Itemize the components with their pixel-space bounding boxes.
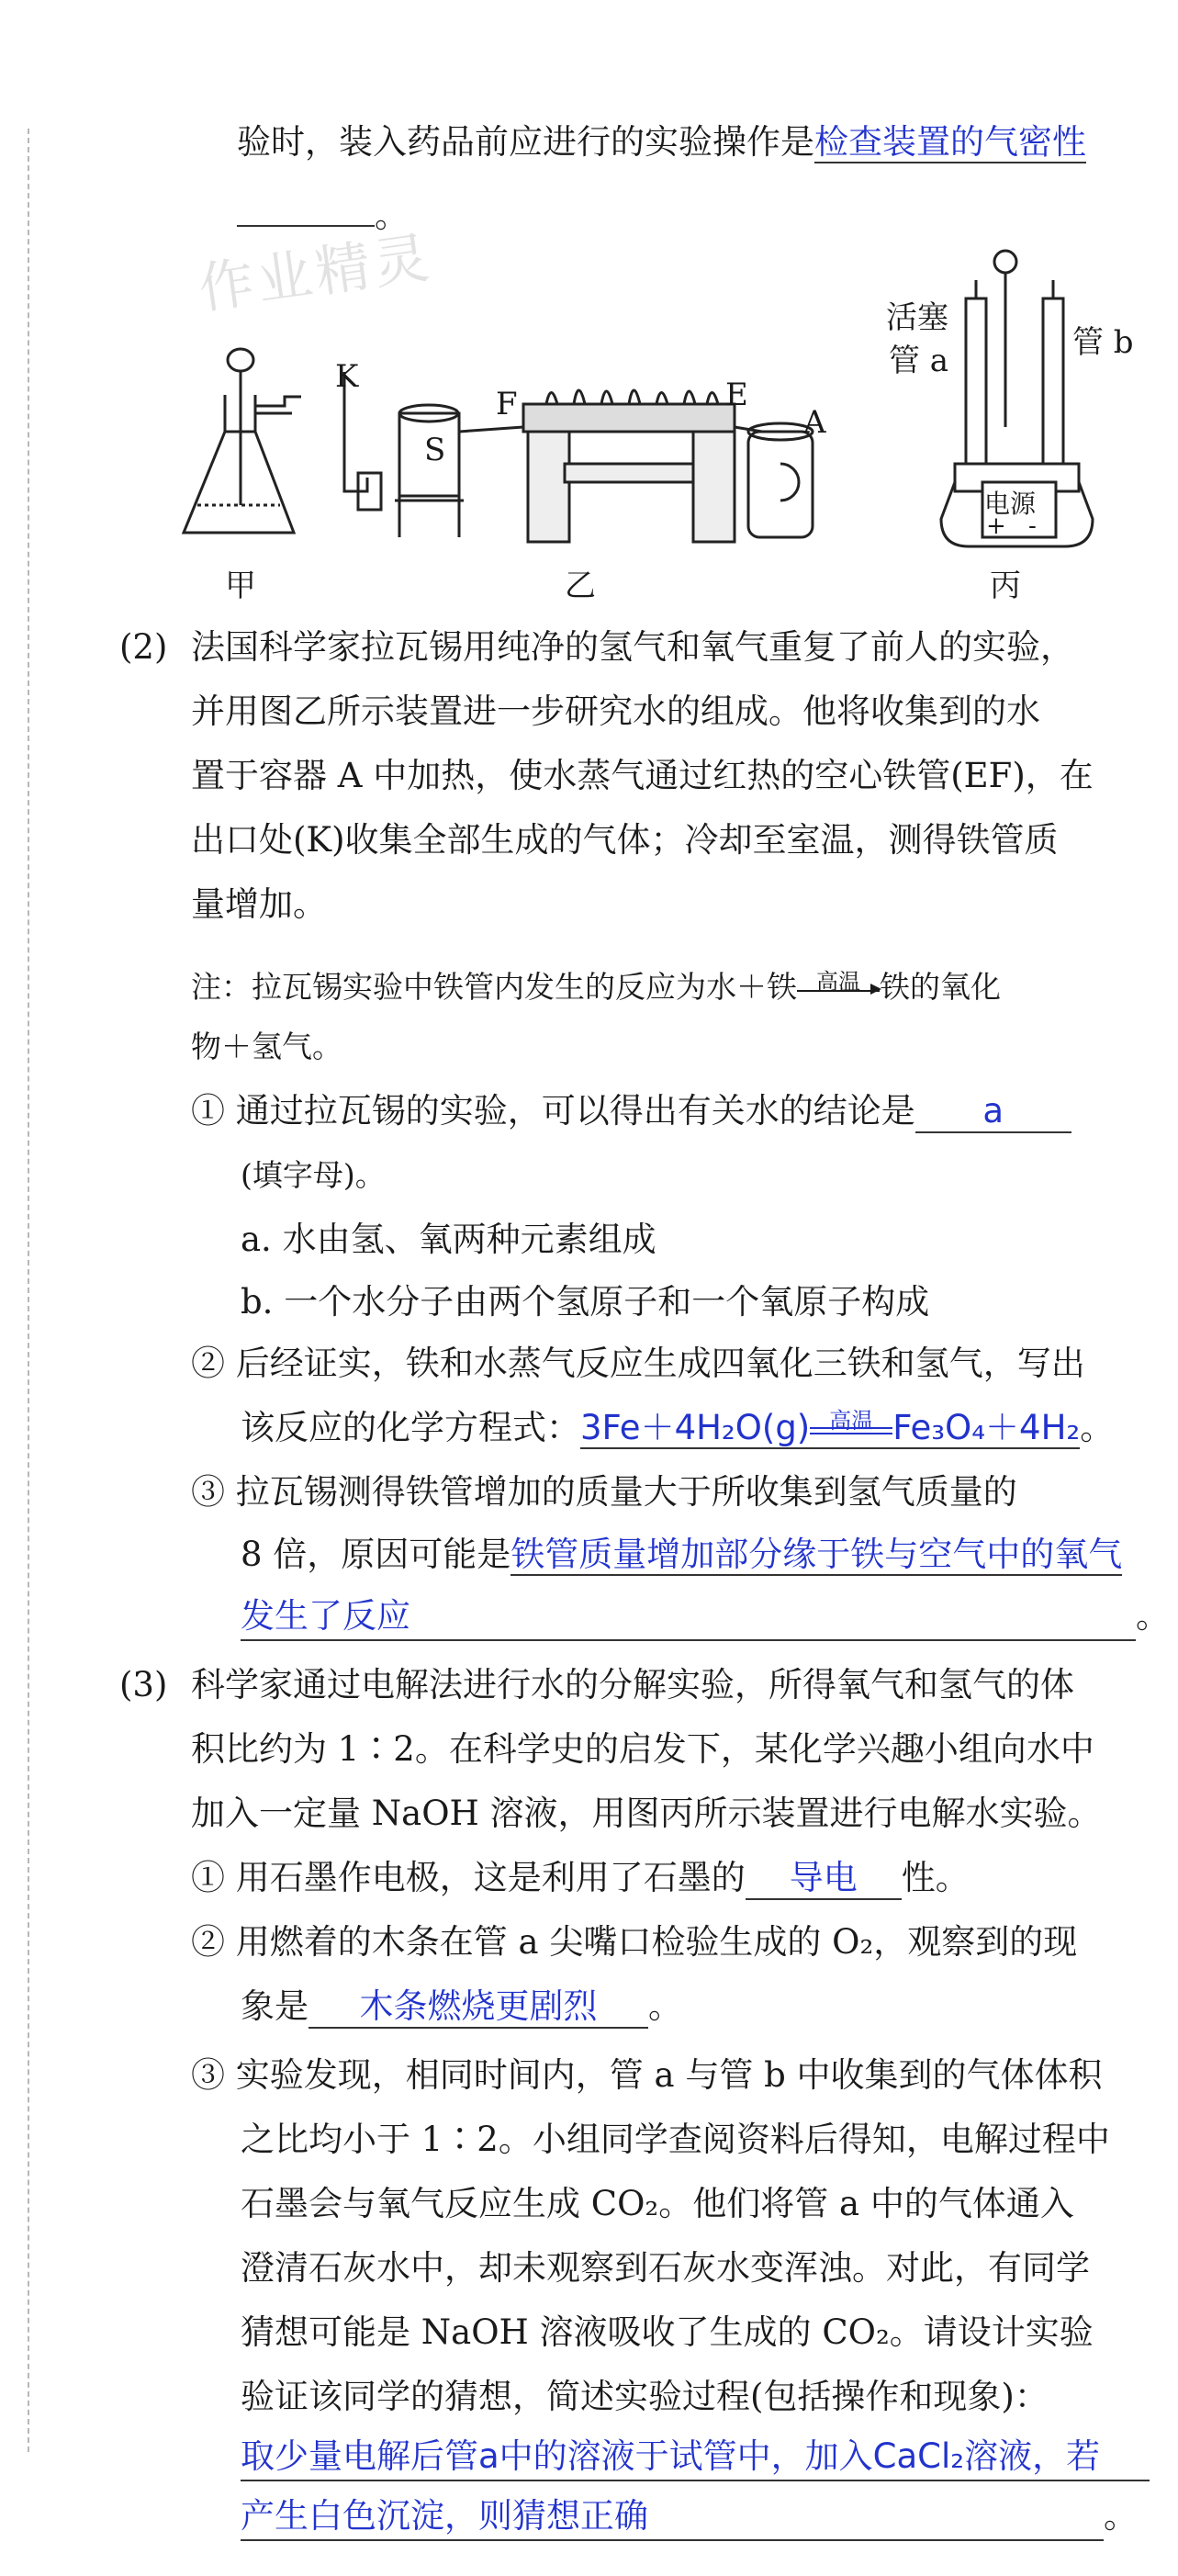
q2-line-1: 法国科学家拉瓦锡用纯净的氢气和氧气重复了前人的实验， — [191, 627, 1074, 667]
answer-experiment-line-1: 取少量电解后管a中的溶液于试管中，加入CaCl₂溶液，若 — [241, 2434, 1150, 2481]
figure-yi-caption: 乙 — [565, 568, 596, 604]
sub-text: 通过拉瓦锡的实验，可以得出有关水的结论是 — [235, 1091, 915, 1131]
equation-right: Fe₃O₄＋4H₂ — [892, 1408, 1081, 1447]
figure-bing-caption: 丙 — [990, 568, 1021, 604]
q3-sub3-line-4: 澄清石灰水中，却未观察到石灰水变浑浊。对此，有同学 — [241, 2248, 1090, 2288]
sub-number: ① — [191, 1858, 225, 1897]
label-stopcock: 活塞 — [886, 299, 948, 336]
q2-line-2: 并用图乙所示装置进一步研究水的组成。他将收集到的水 — [191, 692, 1040, 731]
sub-number: ① — [191, 1091, 225, 1131]
figure-jia-caption: 甲 — [225, 568, 256, 604]
q3-sub3-line-2: 之比均小于 1∶2。小组同学查阅资料后得知，电解过程中 — [241, 2120, 1110, 2159]
sub-text: 用石墨作电极，这是利用了石墨的 — [235, 1858, 746, 1897]
q2-note-line-2: 物＋氢气。 — [191, 1029, 342, 1064]
option-a: a. 水由氢、氧两种元素组成 — [241, 1220, 656, 1259]
intro-line-2 — [237, 193, 409, 239]
q3-sub1 — [191, 1855, 970, 1901]
q2-number: (2) — [119, 627, 168, 667]
equation-condition — [810, 1407, 892, 1438]
q2-sub3-line-1 — [191, 1469, 1017, 1515]
sub-number: ③ — [191, 2055, 225, 2095]
q3-sub3-answer-line-1 — [241, 2434, 1150, 2481]
period: 。 — [1080, 1408, 1115, 1447]
label-a: A — [803, 404, 826, 441]
period: 。 — [648, 1986, 682, 2026]
q2-sub3-line-2 — [241, 1532, 1122, 1578]
q3-line-3: 加入一定量 NaOH 溶液，用图丙所示装置进行电解水实验。 — [191, 1794, 1102, 1833]
period: 。 — [375, 196, 409, 235]
answer-phenomenon: 木条燃烧更剧烈 — [309, 1986, 648, 2029]
label-e: E — [725, 377, 748, 413]
label-k: K — [335, 358, 359, 395]
sub-number: ② — [191, 1344, 225, 1383]
note-text-end: 铁的氧化 — [880, 969, 1001, 1005]
q3-sub2-line-1 — [191, 1919, 1077, 1965]
sub-text: 8 倍，原因可能是 — [241, 1535, 511, 1574]
equation-left: 3Fe＋4H₂O(g) — [580, 1408, 811, 1447]
equation-condition-text: 高温 — [829, 1407, 874, 1434]
figure-jia-flask — [174, 340, 303, 551]
watermark: 作业精灵 — [195, 225, 437, 322]
sub-text: 用燃着的木条在管 a 尖嘴口检验生成的 O₂，观察到的现 — [235, 1922, 1078, 1962]
label-f: F — [496, 386, 518, 422]
sub-number: ② — [191, 1922, 225, 1962]
q2-line-5: 量增加。 — [191, 884, 327, 924]
answer-reason-line-2: 发生了反应 — [241, 1593, 1136, 1641]
note-text: 注：拉瓦锡实验中铁管内发生的反应为水＋铁 — [191, 969, 797, 1005]
binding-margin-line — [28, 129, 29, 2452]
sub-number: ③ — [191, 1472, 225, 1512]
q2-line-4: 出口处(K)收集全部生成的气体；冷却至室温，测得铁管质 — [191, 820, 1059, 860]
q2-sub2-line-2 — [241, 1405, 1114, 1451]
label-tube-b: 管 b — [1072, 324, 1134, 361]
q3-sub3-answer-line-2 — [241, 2493, 1138, 2541]
label-s: S — [424, 432, 446, 468]
arrow-condition: 高温 — [816, 969, 860, 995]
q3-sub3-line-3: 石墨会与氧气反应生成 CO₂。他们将管 a 中的气体通入 — [241, 2184, 1074, 2223]
q3-line-1: 科学家通过电解法进行水的分解实验，所得氧气和氢气的体 — [191, 1665, 1074, 1704]
answer-blank-continued — [237, 225, 375, 227]
sub-text-end: 性。 — [901, 1858, 970, 1897]
q2-sub3-line-3 — [241, 1593, 1170, 1641]
q3-sub3-line-5: 猜想可能是 NaOH 溶液吸收了生成的 CO₂。请设计实验 — [241, 2312, 1094, 2352]
q2-sub1-line-2: (填字母)。 — [241, 1157, 386, 1193]
option-b: b. 一个水分子由两个氢原子和一个氧原子构成 — [241, 1282, 930, 1322]
q3-sub3-line-6: 验证该同学的猜想，简述实验过程(包括操作和现象)： — [241, 2377, 1049, 2416]
period: 。 — [1136, 1596, 1170, 1636]
intro-line-1 — [237, 119, 1086, 165]
label-plus: + — [986, 512, 1006, 540]
label-minus: - — [1028, 512, 1037, 540]
q3-line-2: 积比约为 1∶2。在科学史的启发下，某化学兴趣小组向水中 — [191, 1729, 1094, 1769]
answer-reason-line-1: 铁管质量增加部分缘于铁与空气中的氧气 — [510, 1535, 1123, 1574]
q3-number: (3) — [119, 1665, 168, 1704]
sub-text: 拉瓦锡测得铁管增加的质量大于所收集到氢气质量的 — [235, 1472, 1017, 1512]
answer-airtightness: 检查装置的气密性 — [814, 122, 1086, 162]
q2-note-line-1 — [191, 964, 1001, 1010]
sub-text: 象是 — [241, 1986, 309, 2026]
sub-text: 该反应的化学方程式： — [241, 1408, 580, 1447]
q3-sub3-line-1 — [191, 2053, 1103, 2098]
sub-text: 实验发现，相同时间内，管 a 与管 b 中收集到的气体体积 — [235, 2055, 1103, 2095]
q3-sub2-line-2 — [241, 1984, 682, 2030]
answer-equation — [580, 1408, 1080, 1449]
label-tube-a: 管 a — [889, 343, 949, 379]
sub-text: 后经证实，铁和水蒸气反应生成四氧化三铁和氢气，写出 — [235, 1344, 1085, 1383]
q2-sub2-line-1 — [191, 1341, 1085, 1387]
label-power-source: 电源 — [984, 489, 1037, 519]
answer-conclusion: a — [915, 1091, 1071, 1133]
intro-text: 验时，装入药品前应进行的实验操作是 — [237, 122, 814, 162]
q2-sub1-line-1 — [191, 1088, 1071, 1134]
reaction-arrow — [797, 969, 880, 995]
q2-line-3: 置于容器 A 中加热，使水蒸气通过红热的空心铁管(EF)，在 — [191, 756, 1094, 795]
figure-yi-apparatus — [331, 354, 845, 556]
answer-experiment-line-2: 产生白色沉淀，则猜想正确 — [241, 2493, 1104, 2541]
period: 。 — [1104, 2496, 1138, 2536]
answer-conductive: 导电 — [746, 1858, 902, 1900]
